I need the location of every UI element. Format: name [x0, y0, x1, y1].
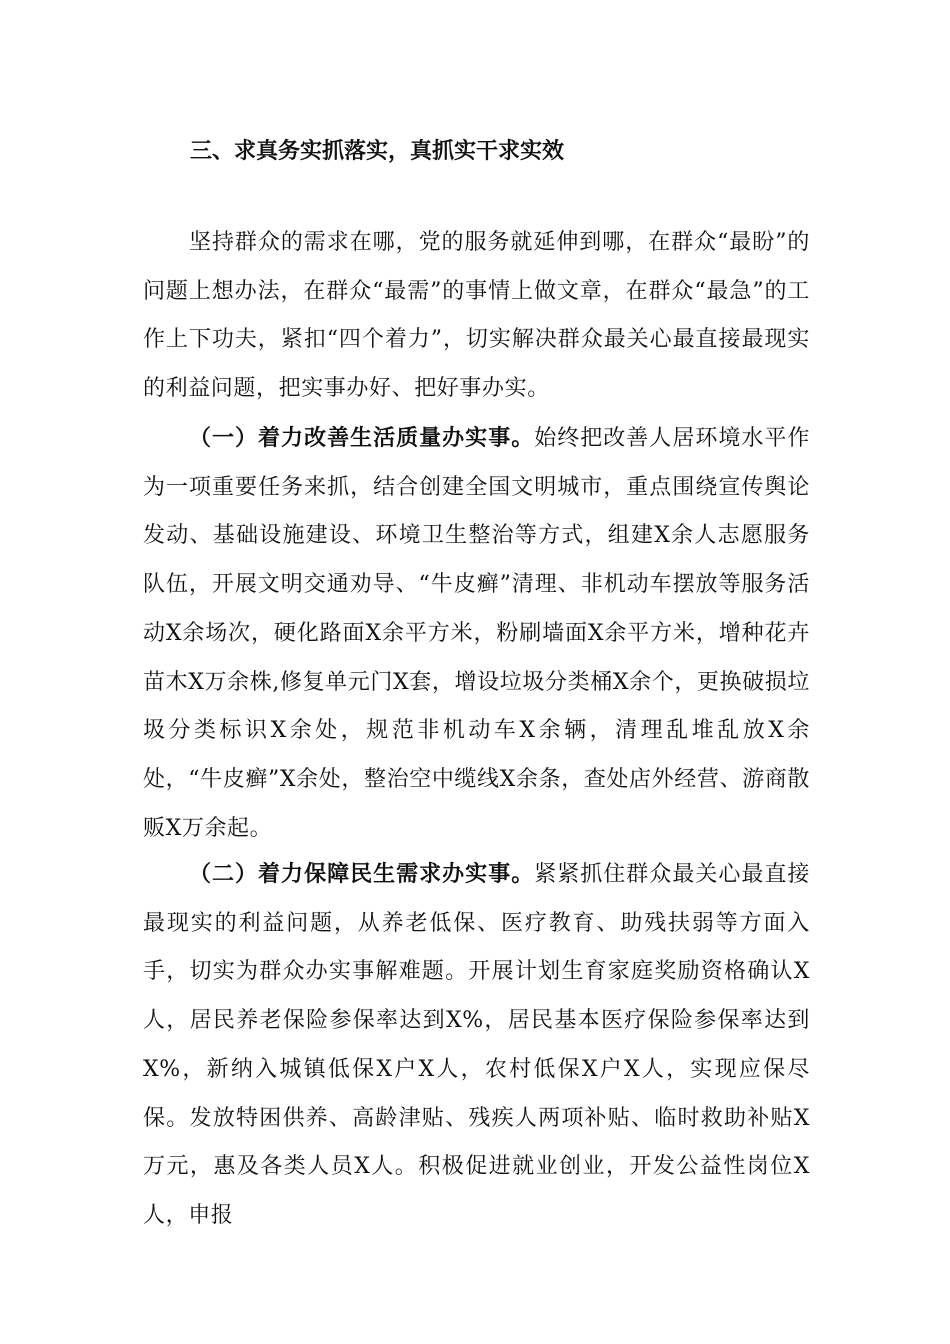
paragraph-text: 紧紧抓住群众最关心最直接最现实的利益问题，从养老低保、医疗教育、助残扶弱等方面入手，切实为群众办实事解难题。开展计划生育家庭奖励资格确认X人，居民养老保险参保率达到X%，居民基本医疗保险参保率达到X%，新纳入城镇低保X户X人，农村低保X户X人，实现应保尽保。发放特困供养、高龄津贴、残疾人两项补贴、临时救助补贴X万元，惠及各类人员X人。积极促进就业创业，开发公益性岗位X人，申报: [143, 862, 810, 1228]
paragraph-improve-living-quality: [143, 415, 810, 853]
paragraph-lead: （二）着力保障民生需求办实事。: [189, 862, 535, 887]
paragraph-text: 始终把改善人居环境水平作为一项重要任务来抓，结合创建全国文明城市，重点围绕宣传舆论发动、基础设施建设、环境卫生整治等方式，组建X余人志愿服务队伍，开展文明交通劝导、“牛皮癣”清理、非机动车摆放等服务活动X余场次，硬化路面X余平方米，粉刷墙面X余平方米，增种花卉苗木X万余株,修复单元门X套，增设垃圾分类桶X余个，更换破损垃圾分类标识X余处，规范非机动车X余辆，清理乱堆乱放X余处，“牛皮癣”X余处，整治空中缆线X余条，查处店外经营、游商散贩X万余起。: [143, 426, 810, 841]
intro-paragraph: [143, 219, 810, 414]
paragraph-text: 坚持群众的需求在哪，党的服务就延伸到哪，在群众“最盼”的问题上想办法，在群众“最需”的事情上做文章，在群众“最急”的工作上下功夫，紧扣“四个着力”，切实解决群众最关心最直接最现实的利益问题，把实事办好、把好事办实。: [143, 230, 810, 402]
paragraph-livelihood-needs: [143, 851, 810, 1241]
paragraph-lead: （一）着力改善生活质量办实事。: [189, 426, 535, 451]
section-heading: 三、求真务实抓落实，真抓实干求实效: [190, 139, 565, 164]
